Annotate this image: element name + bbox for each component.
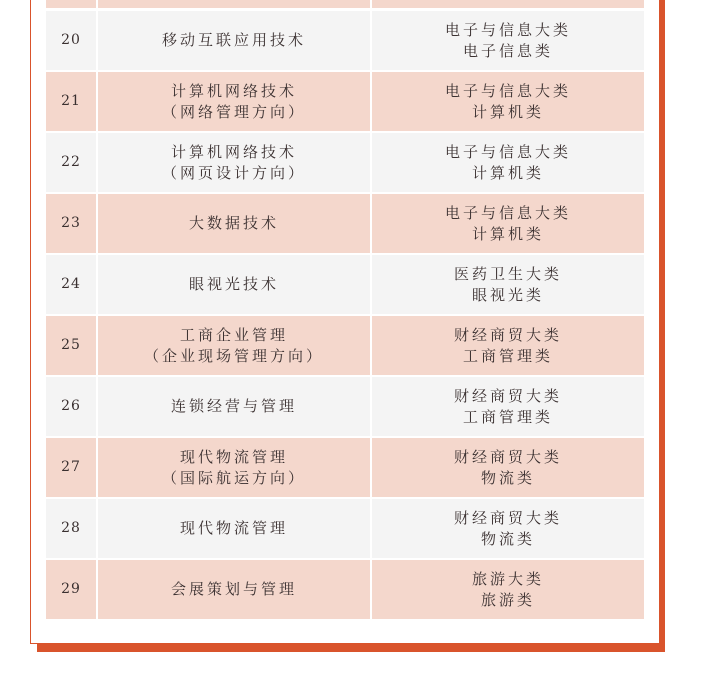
category-line: 财经商贸大类 bbox=[453, 447, 562, 466]
category-line: 财经商贸大类 bbox=[453, 508, 562, 527]
category-cell bbox=[372, 11, 644, 70]
major-name-line: 移动互联应用技术 bbox=[161, 31, 306, 49]
table-row bbox=[46, 255, 644, 314]
major-name-line: 眼视光技术 bbox=[188, 275, 279, 293]
table-row bbox=[46, 377, 644, 436]
previous-row-cell bbox=[372, 0, 644, 8]
table-row bbox=[46, 316, 644, 375]
category-line: 电子与信息大类 bbox=[444, 203, 571, 222]
major-name-cell bbox=[98, 316, 370, 375]
row-number: 23 bbox=[46, 194, 96, 253]
table-row bbox=[46, 72, 644, 131]
previous-row-cell bbox=[98, 0, 370, 8]
row-number: 29 bbox=[46, 560, 96, 619]
row-number: 22 bbox=[46, 133, 96, 192]
category-cell bbox=[372, 255, 644, 314]
category-cell bbox=[372, 438, 644, 497]
category-line: 计算机类 bbox=[471, 163, 544, 182]
major-name-line: 计算机网络技术 bbox=[170, 81, 297, 100]
row-number: 28 bbox=[46, 499, 96, 558]
major-name-line: （国际航运方向） bbox=[161, 468, 306, 487]
major-table bbox=[46, 11, 644, 621]
category-line: 电子与信息大类 bbox=[444, 20, 571, 39]
row-number: 27 bbox=[46, 438, 96, 497]
category-line: 眼视光类 bbox=[471, 285, 544, 304]
category-line: 电子信息类 bbox=[462, 41, 553, 60]
major-name-cell bbox=[98, 377, 370, 436]
major-name-line: 连锁经营与管理 bbox=[170, 397, 297, 415]
major-name-cell bbox=[98, 72, 370, 131]
category-line: 财经商贸大类 bbox=[453, 325, 562, 344]
category-cell bbox=[372, 377, 644, 436]
category-cell bbox=[372, 133, 644, 192]
major-name-cell bbox=[98, 438, 370, 497]
category-line: 计算机类 bbox=[471, 102, 544, 121]
row-number: 20 bbox=[46, 11, 96, 70]
category-line: 物流类 bbox=[480, 468, 535, 487]
major-name-cell bbox=[98, 255, 370, 314]
table-row bbox=[46, 194, 644, 253]
major-name-line: 计算机网络技术 bbox=[170, 142, 297, 161]
major-name-cell bbox=[98, 560, 370, 619]
category-line: 财经商贸大类 bbox=[453, 386, 562, 405]
category-cell bbox=[372, 499, 644, 558]
category-cell bbox=[372, 72, 644, 131]
major-name-line: 工商企业管理 bbox=[179, 325, 288, 344]
major-name-cell bbox=[98, 194, 370, 253]
previous-row-cell bbox=[46, 0, 96, 8]
category-line: 工商管理类 bbox=[462, 346, 553, 365]
major-name-line: 会展策划与管理 bbox=[170, 580, 297, 598]
category-cell bbox=[372, 560, 644, 619]
category-line: 旅游大类 bbox=[471, 569, 544, 588]
major-name-line: 大数据技术 bbox=[188, 214, 279, 232]
row-number: 26 bbox=[46, 377, 96, 436]
row-number: 25 bbox=[46, 316, 96, 375]
table-row bbox=[46, 560, 644, 619]
major-name-line: （企业现场管理方向） bbox=[143, 346, 324, 365]
category-line: 医药卫生大类 bbox=[453, 264, 562, 283]
major-name-cell bbox=[98, 11, 370, 70]
category-line: 物流类 bbox=[480, 529, 535, 548]
major-name-line: （网络管理方向） bbox=[161, 102, 306, 121]
category-line: 旅游类 bbox=[480, 590, 535, 609]
category-cell bbox=[372, 316, 644, 375]
category-cell bbox=[372, 194, 644, 253]
table-row bbox=[46, 133, 644, 192]
major-name-line: 现代物流管理 bbox=[179, 519, 288, 537]
major-name-line: （网页设计方向） bbox=[161, 163, 306, 182]
category-line: 电子与信息大类 bbox=[444, 81, 571, 100]
previous-row-fragment bbox=[46, 0, 644, 8]
major-name-line: 现代物流管理 bbox=[179, 447, 288, 466]
category-line: 电子与信息大类 bbox=[444, 142, 571, 161]
table-row bbox=[46, 499, 644, 558]
category-line: 工商管理类 bbox=[462, 407, 553, 426]
major-name-cell bbox=[98, 133, 370, 192]
category-line: 计算机类 bbox=[471, 224, 544, 243]
table-row bbox=[46, 438, 644, 497]
row-number: 24 bbox=[46, 255, 96, 314]
row-number: 21 bbox=[46, 72, 96, 131]
table-row bbox=[46, 11, 644, 70]
major-name-cell bbox=[98, 499, 370, 558]
